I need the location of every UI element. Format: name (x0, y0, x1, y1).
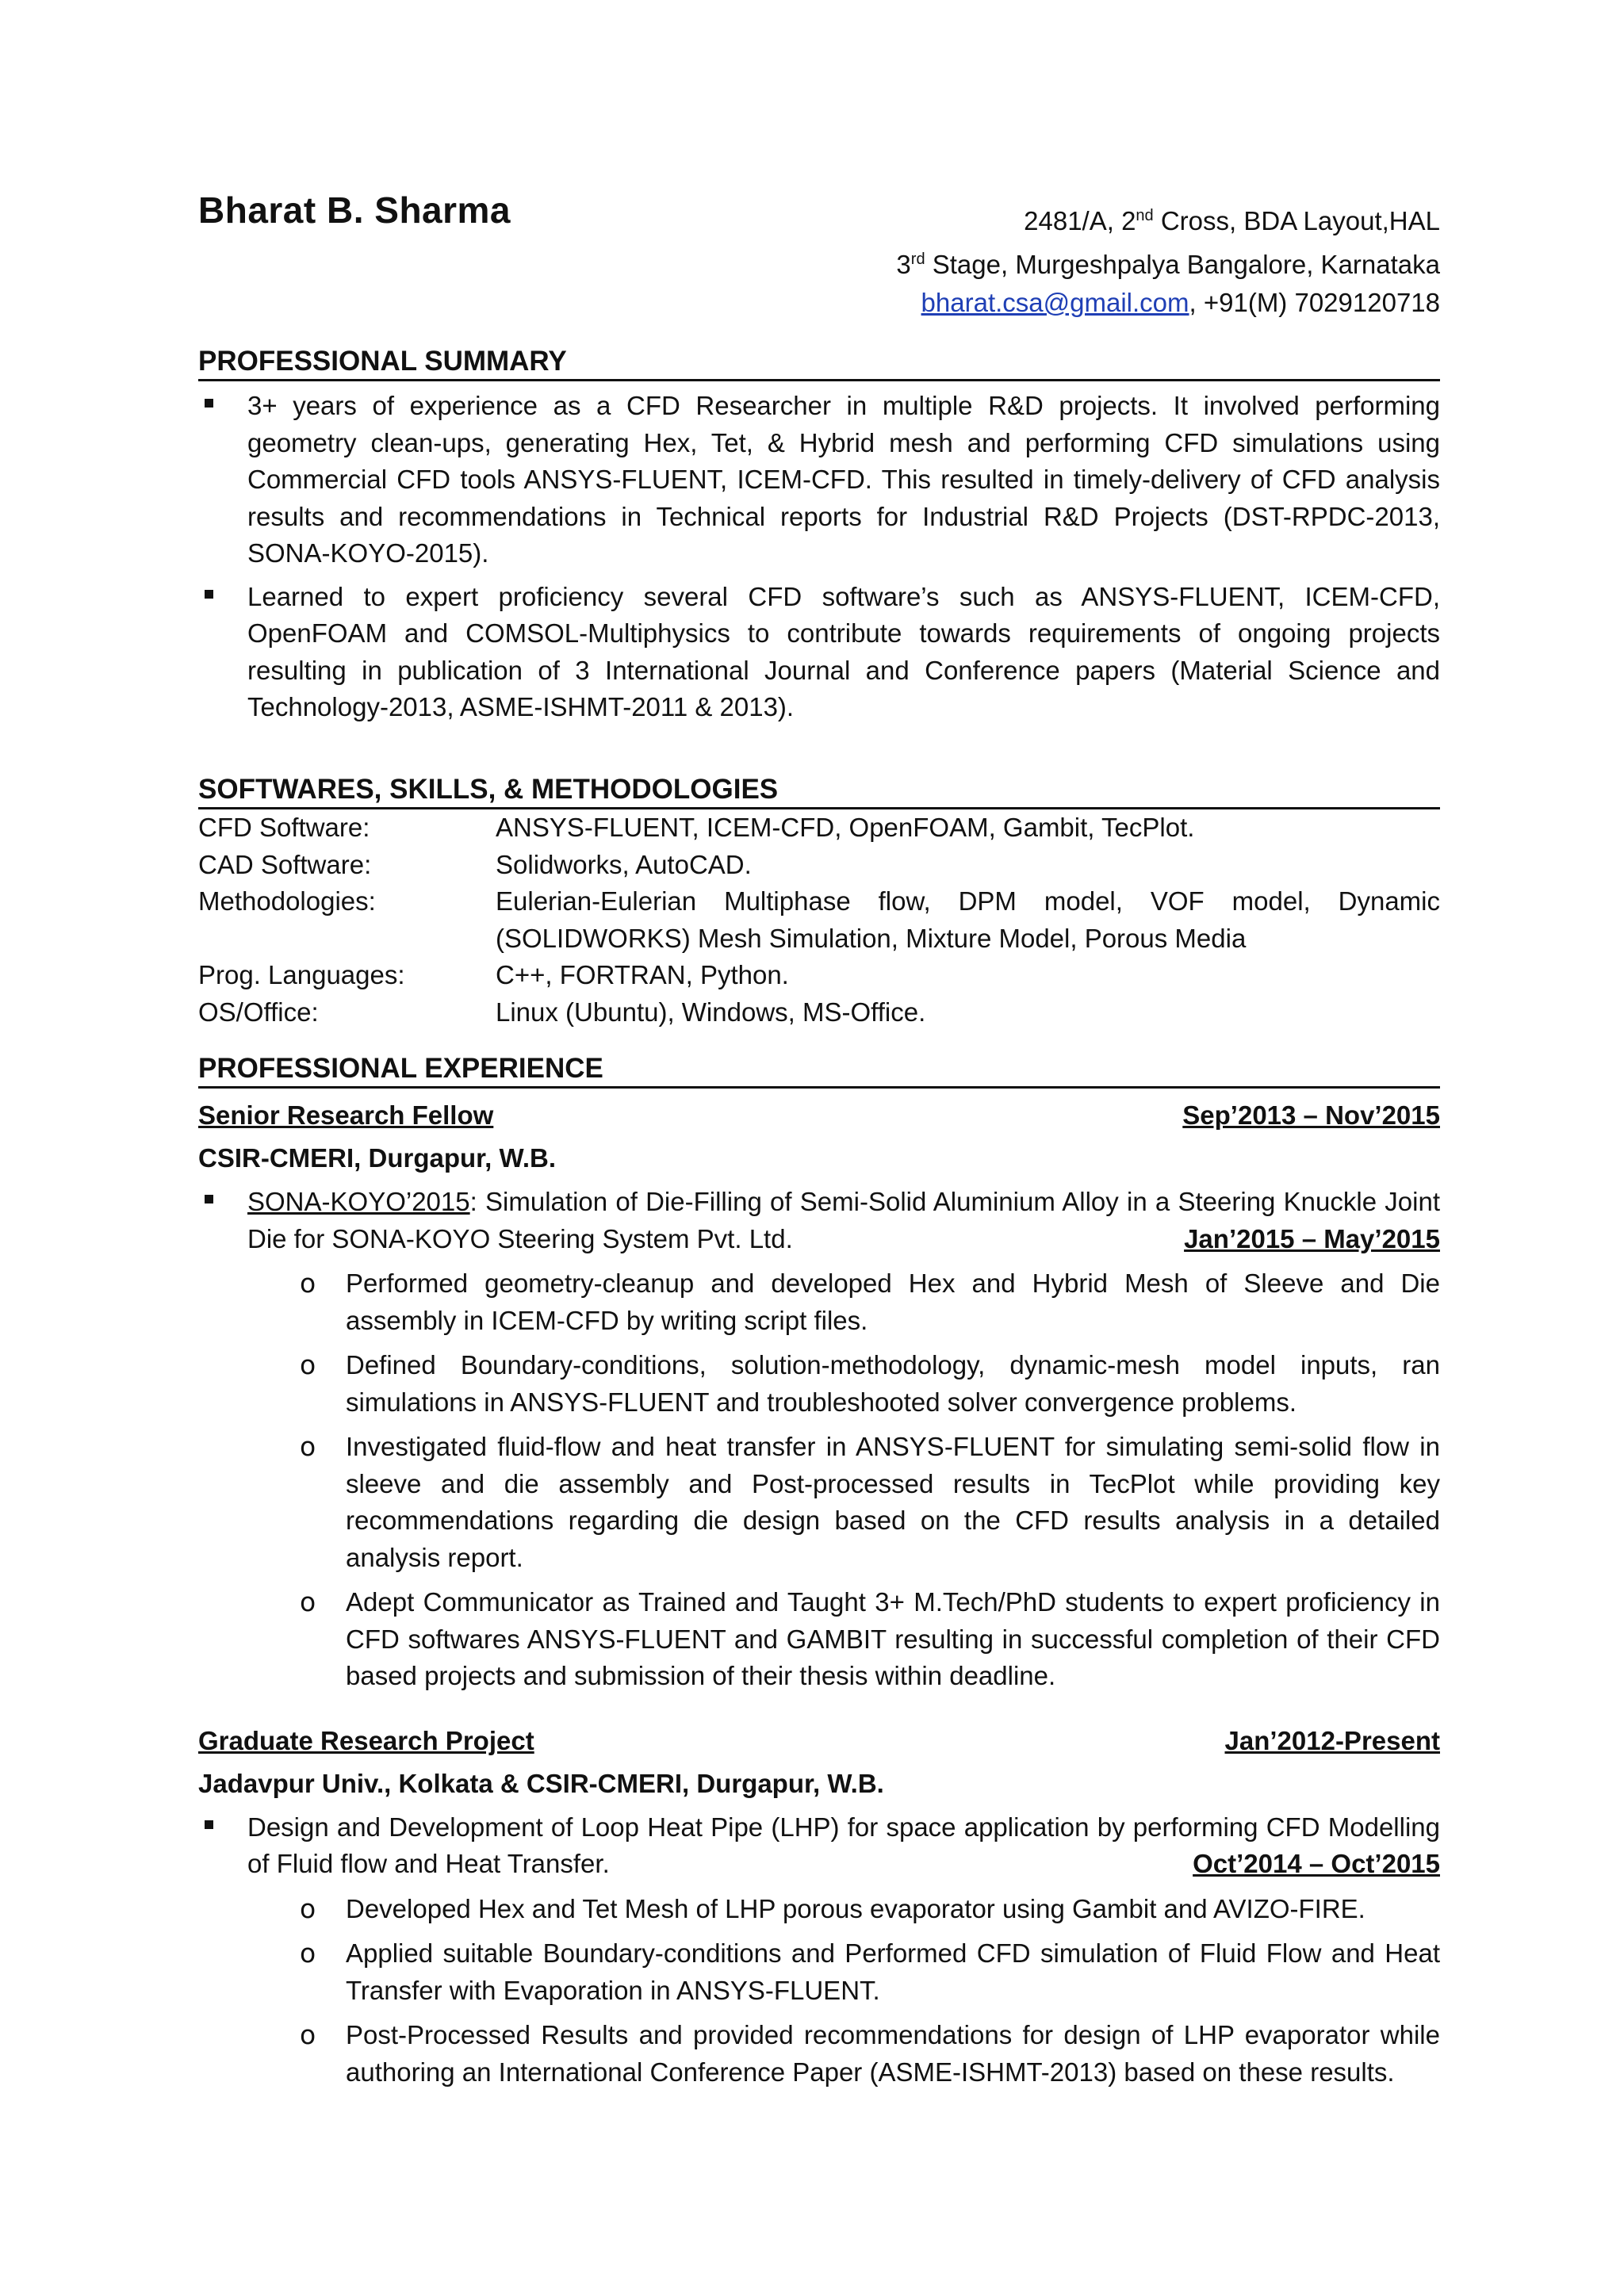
skills-row: CFD Software: ANSYS-FLUENT, ICEM-CFD, OpenFOAM, Gambit, TecPlot. (198, 813, 1195, 842)
circle-bullet-icon: o (300, 1892, 316, 1924)
contact-line (896, 284, 1440, 322)
project-dates: Jan’2015 – May’2015 (1184, 1223, 1440, 1253)
task-item: o Defined Boundary-conditions, solution-methodology, dynamic-mesh model inputs, ran simulations in ANSYS-FLUENT and troubleshooted solver convergence problems. (198, 1347, 1440, 1421)
candidate-name: Bharat B. Sharma (198, 189, 511, 231)
bullet-square-icon (205, 1195, 213, 1203)
phone-number: , +91(M) 7029120718 (1189, 288, 1440, 317)
job-organization: CSIR-CMERI, Durgapur, W.B. (198, 1143, 557, 1173)
project-name: SONA-KOYO’2015 (247, 1187, 470, 1216)
job-dates: Sep’2013 – Nov’2015 (1182, 1100, 1440, 1130)
job-dates: Jan’2012-Present (1224, 1725, 1440, 1755)
skills-table (198, 809, 1440, 1031)
job-organization: Jadavpur Univ., Kolkata & CSIR-CMERI, Durgapur, W.B. (198, 1768, 884, 1798)
task-item: o Developed Hex and Tet Mesh of LHP porous evaporator using Gambit and AVIZO-FIRE. (198, 1891, 1440, 1928)
skills-row: OS/Office: Linux (Ubuntu), Windows, MS-Office. (198, 997, 926, 1027)
summary-section (198, 346, 1440, 726)
task-item: o Post-Processed Results and provided recommendations for design of LHP evaporator while authoring an International Conference Paper (ASME-ISHMT-2013) based on these results. (198, 2017, 1440, 2091)
skills-section (198, 774, 1440, 1031)
circle-bullet-icon: o (300, 1268, 316, 1299)
skills-row: CAD Software: Solidworks, AutoCAD. (198, 849, 752, 879)
task-item: o Applied suitable Boundary-conditions and Performed CFD simulation of Fluid Flow and Heat Transfer with Evaporation in ANSYS-FLUENT. (198, 1935, 1440, 2009)
circle-bullet-icon: o (300, 1349, 316, 1380)
project-bullet: Design and Development of Loop Heat Pipe (LHP) for space application by performing CFD Modelling of Fluid flow and Heat Transfer. Oct’2014 – Oct’2015 (198, 1809, 1440, 1883)
experience-section (198, 1053, 1440, 2091)
circle-bullet-icon: o (300, 1431, 316, 1462)
bullet-square-icon (205, 399, 213, 408)
task-item: o Adept Communicator as Trained and Taught 3+ M.Tech/PhD students to expert proficiency in CFD softwares ANSYS-FLUENT and GAMBIT resulting in successful completion of their CFD based projects and submission of their thesis within deadline. (198, 1584, 1440, 1695)
project-bullet: SONA-KOYO’2015: Simulation of Die-Filling of Semi-Solid Aluminium Alloy in a Steering Knuckle Joint Die for SONA-KOYO Steering System Pvt. Ltd. Jan’2015 – May’2015 (198, 1184, 1440, 1257)
circle-bullet-icon: o (300, 2019, 316, 2050)
circle-bullet-icon: o (300, 1938, 316, 1969)
summary-bullet: Learned to expert proficiency several CFD software’s such as ANSYS-FLUENT, ICEM-CFD, OpenFOAM and COMSOL-Multiphysics to contribute towards requirements of ongoing projects resulting in publication of 3 International Journal and Conference papers (Material Science and Technology-2013, ASME-ISHMT-2011 & 2013). (198, 579, 1440, 726)
task-item: o Performed geometry-cleanup and developed Hex and Hybrid Mesh of Sleeve and Die assembly in ICEM-CFD by writing script files. (198, 1265, 1440, 1339)
bullet-square-icon (205, 1820, 213, 1829)
contact-block (896, 197, 1440, 322)
summary-bullet: 3+ years of experience as a CFD Researcher in multiple R&D projects. It involved performing geometry clean-ups, generating Hex, Tet, & Hybrid mesh and performing CFD simulations using Commercial CFD tools ANSYS-FLUENT, ICEM-CFD. This resulted in timely-delivery of CFD analysis results and recommendations in Technical reports for Industrial R&D Projects (DST-RPDC-2013, SONA-KOYO-2015). (198, 388, 1440, 572)
job-header (198, 1722, 1440, 1760)
project-dates: Oct’2014 – Oct’2015 (1193, 1849, 1440, 1878)
job-role: Graduate Research Project (198, 1725, 534, 1755)
circle-bullet-icon: o (300, 1586, 316, 1617)
task-item: o Investigated fluid-flow and heat transfer in ANSYS-FLUENT for simulating semi-solid flow in sleeve and die assembly and Post-processed results in TecPlot while providing key recommendations regarding die design based on the CFD results analysis in a detailed analysis report. (198, 1429, 1440, 1576)
email-link[interactable]: bharat.csa@gmail.com (921, 288, 1189, 317)
skills-row: Prog. Languages: C++, FORTRAN, Python. (198, 960, 789, 989)
job-role: Senior Research Fellow (198, 1100, 494, 1130)
section-title-experience: PROFESSIONAL EXPERIENCE (198, 1053, 1440, 1089)
skills-row: Methodologies: Eulerian-Eulerian Multiphase flow, DPM model, VOF model, Dynamic (SOLIDWORKS) Mesh Simulation, Mixture Model, Porous Media (198, 886, 1440, 953)
job-header (198, 1096, 1440, 1135)
section-title-skills: SOFTWARES, SKILLS, & METHODOLOGIES (198, 774, 1440, 809)
address-line-1: 2481/A, 2nd Cross, BDA Layout,HAL (1024, 206, 1440, 235)
address-line-2: 3rd Stage, Murgeshpalya Bangalore, Karnataka (896, 250, 1440, 279)
bullet-square-icon (205, 590, 213, 599)
section-title-summary: PROFESSIONAL SUMMARY (198, 346, 1440, 381)
